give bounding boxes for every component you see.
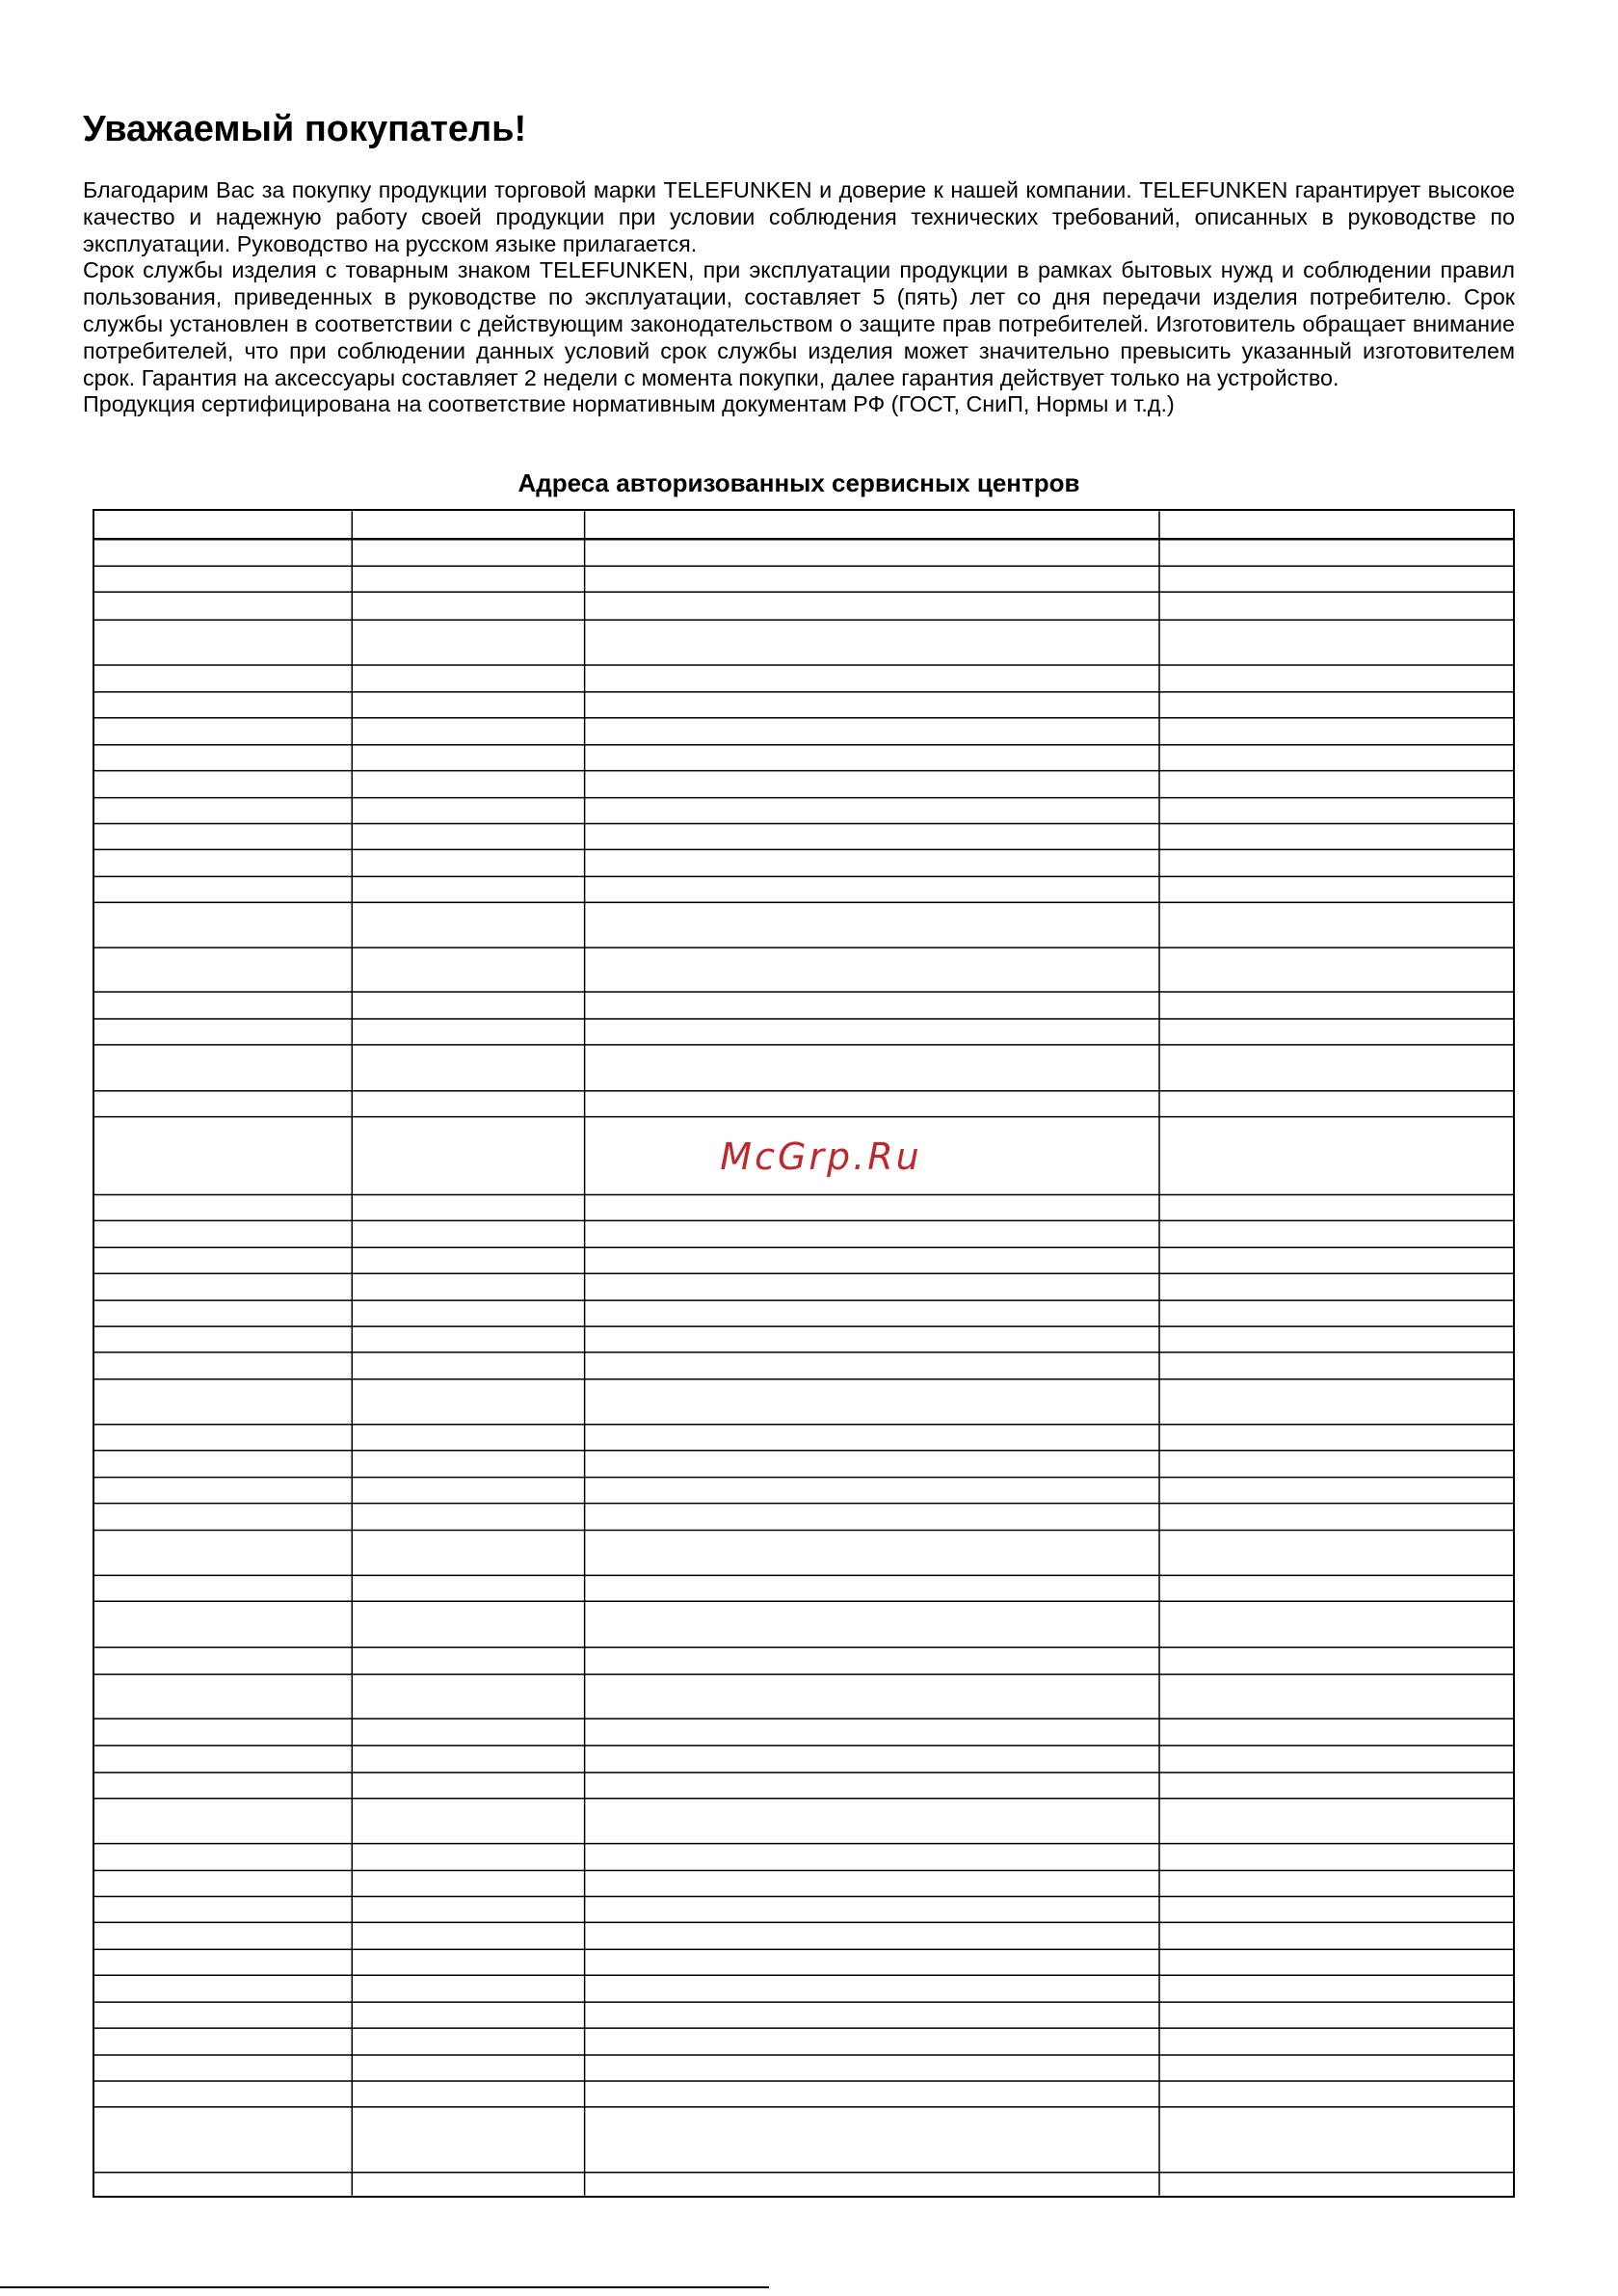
intro-text [83,177,1515,418]
watermark-text: McGrp.Ru [720,1135,922,1178]
service-centers-heading: Адреса авторизованных сервисных центров [517,468,1080,497]
service-centers-table [93,509,1515,2198]
intro-paragraph-thanks: Благодарим Вас за покупку продукции торговой марки TELEFUNKEN и доверие к нашей компании. TELEFUNKEN гарантирует высокое качество и надежную работу своей продукции при условии соблюдения технических требований, описанных в руководстве по эксплуатации. Руководство на русском языке прилагается. [83,177,1515,256]
page-title: Уважаемый покупатель! [83,109,527,149]
footer-rule [0,2286,769,2288]
intro-paragraph-service-life: Срок службы изделия с товарным знаком TELEFUNKEN, при эксплуатации продукции в рамках бытовых нужд и соблюдении правил пользования, приведенных в руководстве по эксплуатации, составляет 5 (пять) лет со дня передачи изделия потребителю. Срок службы установлен в соответствии с действующим законодательством о защите прав потребителей. Изготовитель обращает внимание потребителей, что при соблюдении данных условий срок службы изделия может значительно превысить указанный изготовителем срок. Гарантия на аксессуары составляет 2 недели с момента покупки, далее гарантия действует только на устройство. [83,257,1515,390]
intro-paragraph-certification: Продукция сертифицирована на соответствие нормативным документам РФ (ГОСТ, СниП, Нормы и т.д.) [83,391,1175,417]
